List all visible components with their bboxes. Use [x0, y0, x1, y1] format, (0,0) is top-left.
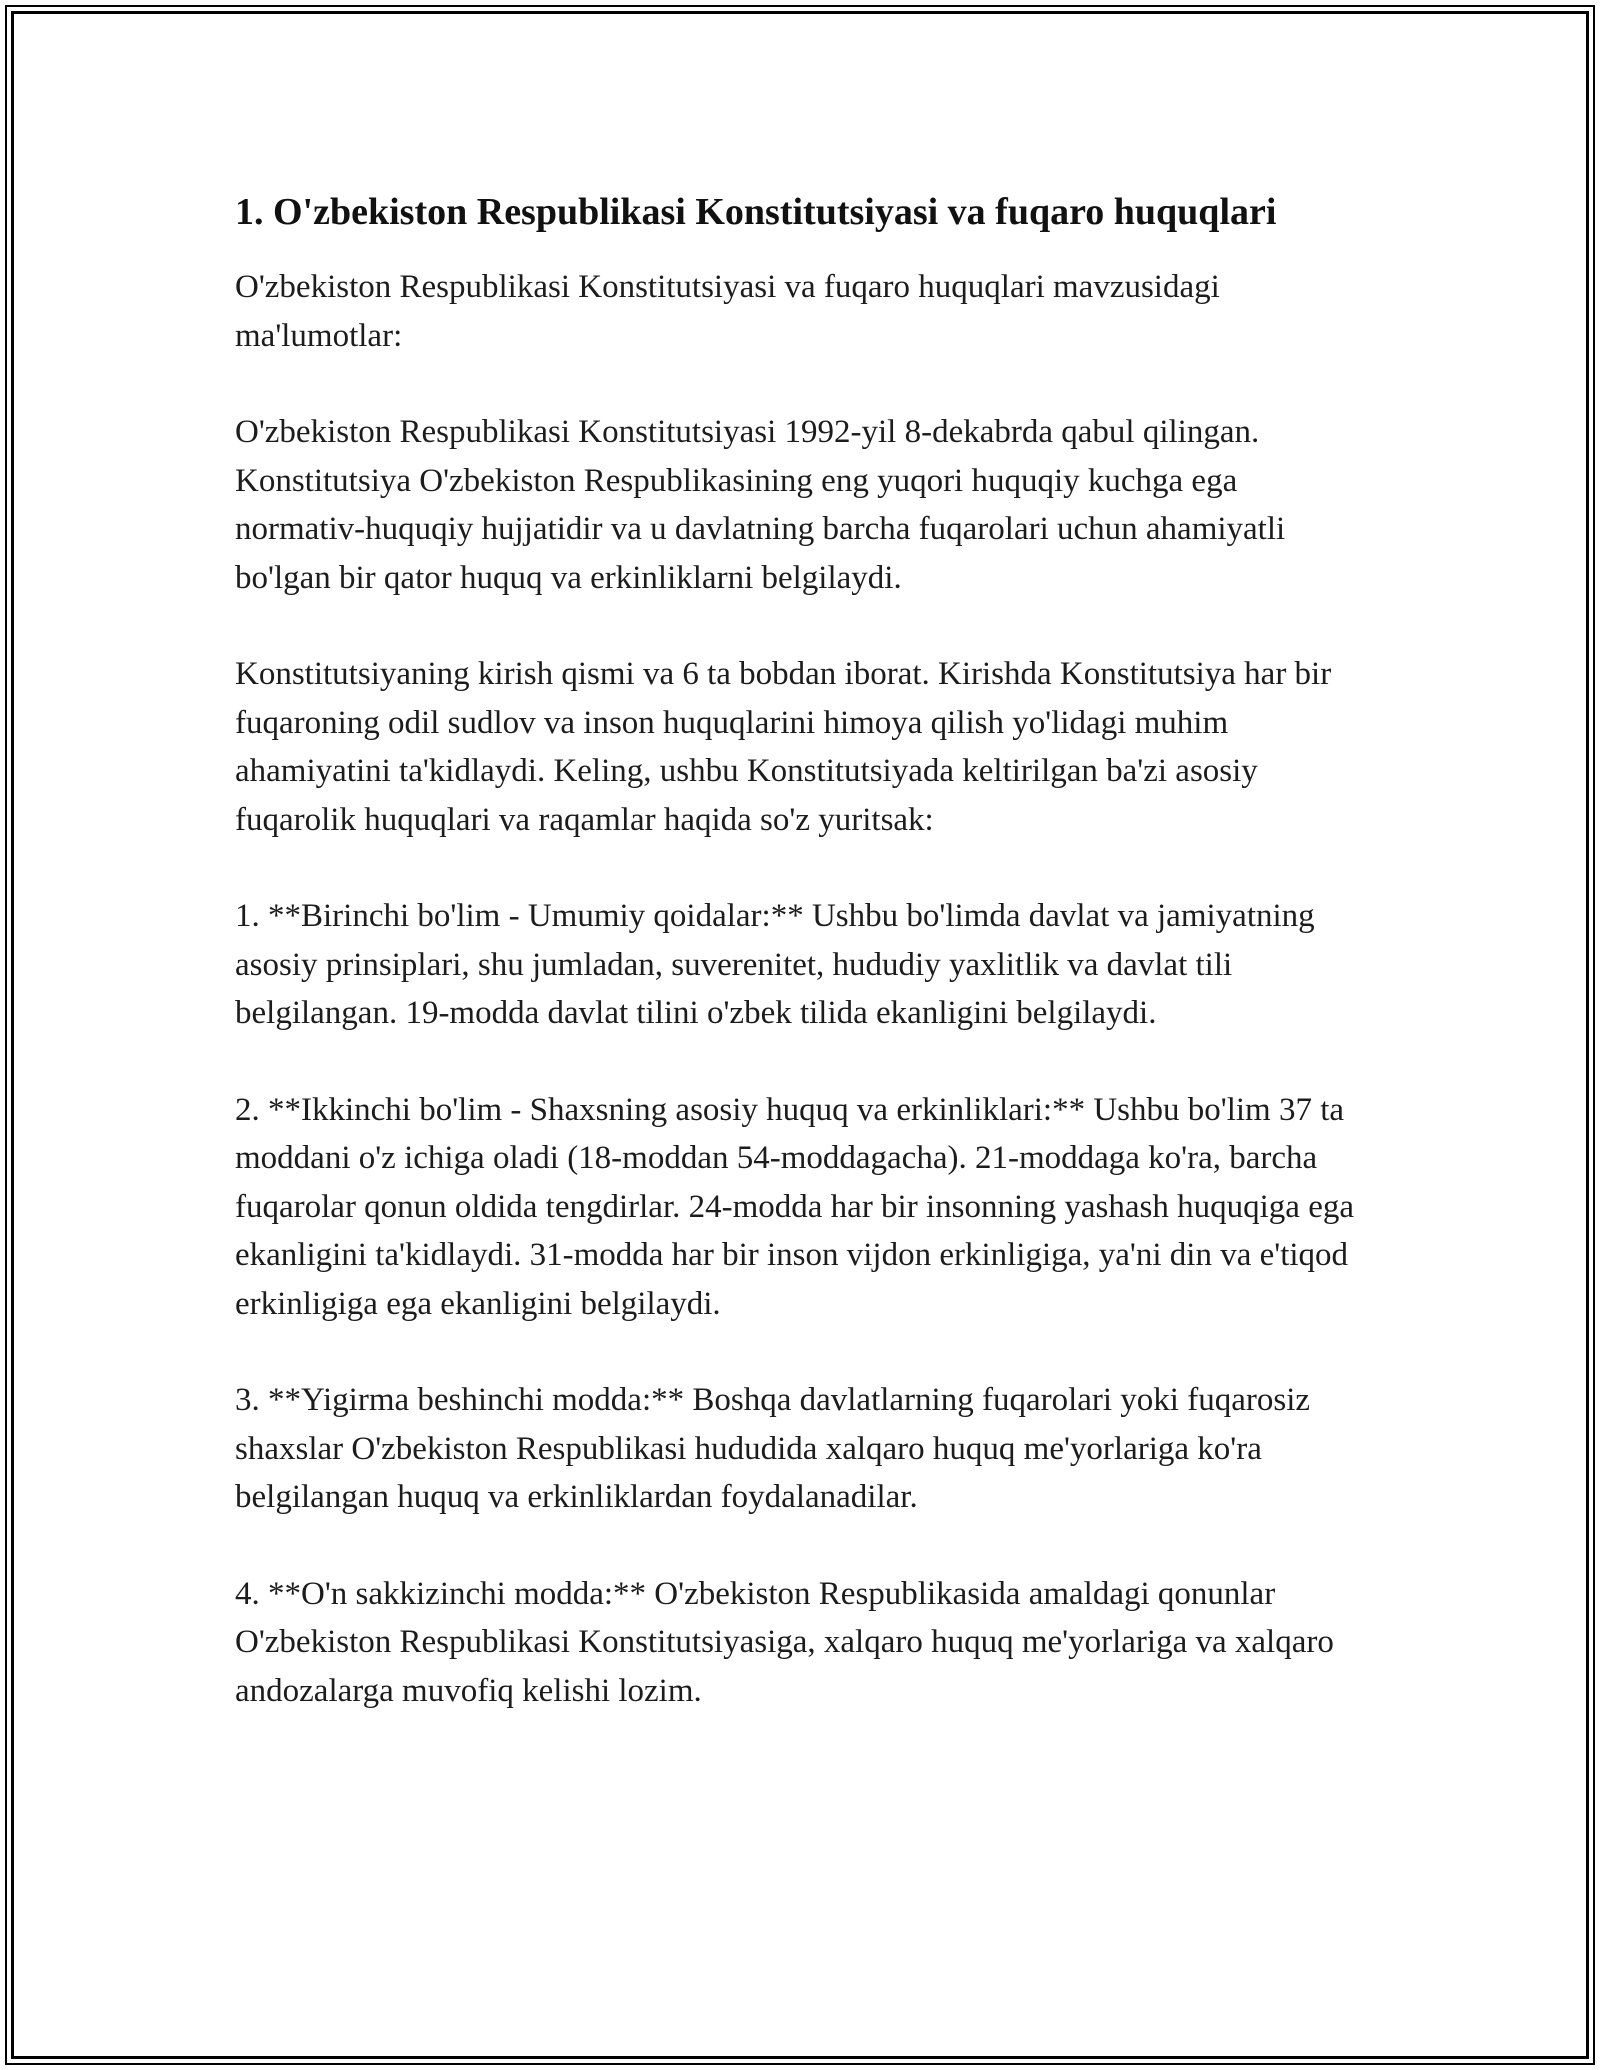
- paragraph-item-4: 4. **O'n sakkizinchi modda:** O'zbekiston Respublikasida amaldagi qonunlar O'zbekiston Respublikasi Konstitutsiyasiga, xalqaro huquq me'yorlariga va xalqaro andozalarga muvofiq kelishi lozim.: [235, 1575, 1334, 1709]
- document-body: [235, 185, 1365, 1763]
- paragraph-structure: Konstitutsiyaning kirish qismi va 6 ta bobdan iborat. Kirishda Konstitutsiya har bir fuqaroning odil sudlov va inson huquqlarini himoya qilish yo'lidagi muhim ahamiyatini ta'kidlaydi. Keling, ushbu Konstitutsiyada keltirilgan ba'zi asosiy fuqarolik huquqlari va raqamlar haqida so'z yuritsak:: [235, 656, 1332, 838]
- paragraph-item-2: 2. **Ikkinchi bo'lim - Shaxsning asosiy huquq va erkinliklari:** Ushbu bo'lim 37 ta moddani o'z ichiga oladi (18-moddan 54-moddagacha). 21-moddaga ko'ra, barcha fuqarolar qonun oldida tengdirlar. 24-modda har bir insonning yashash huquqiga ega ekanligini ta'kidlaydi. 31-modda har bir inson vijdon erkinligiga, ya'ni din va e'tiqod erkinligiga ega ekanligini belgilaydi.: [235, 1091, 1354, 1322]
- paragraph-item-1: 1. **Birinchi bo'lim - Umumiy qoidalar:** Ushbu bo'limda davlat va jamiyatning asosiy prinsiplari, shu jumladan, suverenitet, hududiy yaxlitlik va davlat tili belgilangan. 19-modda davlat tilini o'zbek tilida ekanligini belgilaydi.: [235, 898, 1315, 1031]
- document-title: 1. O'zbekiston Respublikasi Konstitutsiyasi va fuqaro huquqlari: [235, 191, 1277, 233]
- paragraph-adoption: O'zbekiston Respublikasi Konstitutsiyasi 1992-yil 8-dekabrda qabul qilingan. Konstitutsiya O'zbekiston Respublikasining eng yuqori huquqiy kuchga ega normativ-huquqiy hujjatidir va u davlatning barcha fuqarolari uchun ahamiyatli bo'lgan bir qator huquq va erkinliklarni belgilaydi.: [235, 414, 1286, 596]
- paragraph-item-3: 3. **Yigirma beshinchi modda:** Boshqa davlatlarning fuqarolari yoki fuqarosiz shaxslar O'zbekiston Respublikasi hududida xalqaro huquq me'yorlariga ko'ra belgilangan huquq va erkinliklardan foydalanadilar.: [235, 1382, 1311, 1515]
- paragraph-intro: O'zbekiston Respublikasi Konstitutsiyasi va fuqaro huquqlari mavzusidagi ma'lumotlar:: [235, 269, 1220, 354]
